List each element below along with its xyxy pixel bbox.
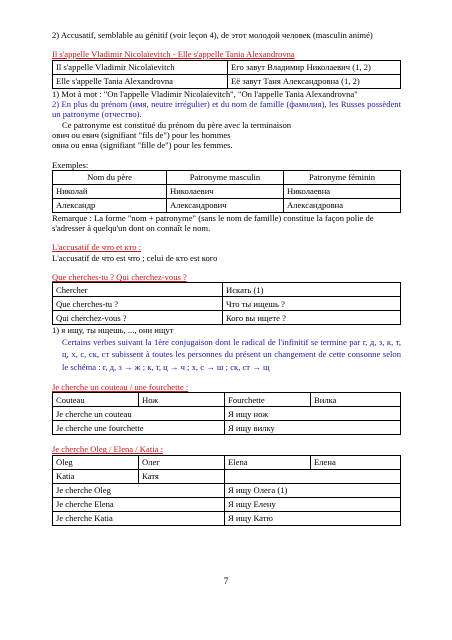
note-3: Ce patronyme est constitué du prénom du père avec la terminaison <box>62 119 292 130</box>
table-cell: Fourchette <box>225 393 311 407</box>
table-row <box>53 455 401 469</box>
table-row <box>53 421 401 435</box>
table-row <box>53 311 401 325</box>
table-cell: Его завут Владимир Николаевич (1, 2) <box>228 60 401 74</box>
table-cell: Je cherche Oleg <box>53 483 225 497</box>
table-cell: Elena <box>225 455 311 469</box>
table-cell: Александр <box>53 198 167 212</box>
table-cell: Я ищу Елену <box>225 497 401 511</box>
section-heading-accusative: L'accusatif de что et кто : <box>52 242 142 253</box>
table-cell: Что ты ищешь ? <box>223 297 401 311</box>
table-row <box>53 469 401 483</box>
table-cell: Я ищу вилку <box>225 421 401 435</box>
column-header: Patronyme masculin <box>167 170 284 184</box>
table-cell: Je cherche une fourchette <box>53 421 225 435</box>
note-5: овна ou евна (signifiant "fille de") pour les femmes. <box>52 140 233 151</box>
note-2: 2) En plus du prénom (имя, neutre irrégulier) et du nom de famille (фамилия), les Russes possèdent un patronyme (отчество). <box>52 98 401 120</box>
table-cell: Я ищу Олега (1) <box>225 483 401 497</box>
table-cell: Нож <box>139 393 225 407</box>
table-cell: Елена <box>311 455 401 469</box>
note-4: ович ou евич (signifiant "fils de") pour les hommes <box>52 129 231 140</box>
table-cell: Её завут Таня Александровна (1, 2) <box>228 74 401 88</box>
table-cell: Олег <box>139 455 225 469</box>
table-cell: Il s'appelle Vladimir Nicolaïevitch <box>53 60 228 74</box>
section-heading-search: Que cherches-tu ? Qui cherchez-vous ? <box>52 272 187 283</box>
table-cell: Николай <box>53 184 167 198</box>
table-cell: Я ищу Катю <box>225 511 401 525</box>
remark: Remarque : La forme "nom + patronyme" (sans le nom de famille) constitue la façon polie de s'adresser à quelqu'un dont on connaît le nom. <box>52 212 374 234</box>
table-cell: Chercher <box>53 283 223 297</box>
table-cell: Кого вы ищете ? <box>223 311 401 325</box>
table-cell: Николаевна <box>284 184 401 198</box>
table-cell: Je cherche Katia <box>53 511 225 525</box>
table-row <box>53 74 401 88</box>
table-cell: Я ищу нож <box>225 407 401 421</box>
intro-line: 2) Accusatif, semblable au génitif (voir leçon 4), de этот молодой человек (masculin animé) <box>52 30 373 40</box>
table-row <box>53 407 401 421</box>
table-row <box>53 483 401 497</box>
table-cell: Вилка <box>311 393 401 407</box>
search-table <box>52 282 401 325</box>
names-search-table <box>52 455 401 526</box>
table-cell: Катя <box>139 469 225 483</box>
conjugation-note: 1) я ищу, ты ищешь, ..., они ищут <box>52 325 174 336</box>
examples-label: Exemples: <box>52 159 89 170</box>
table-cell: Couteau <box>53 393 139 407</box>
table-cell: Oleg <box>53 455 139 469</box>
table-cell: Katia <box>53 469 139 483</box>
table-cell: Que cherches-tu ? <box>53 297 223 311</box>
table-row <box>53 393 401 407</box>
knife-fork-table <box>52 392 401 435</box>
table-row <box>53 198 401 212</box>
names-table <box>52 60 401 89</box>
consonant-change-note: Certains verbes suivant la 1ère conjugaison dont le radical de l'infinitif se termine par г, д, з, к, т, ц, х, с, ск, ст subissent à toutes les personnes du présent un changement de cette consonne selon le schéma : г, д, з → ж ; к, т, ц → ч ; х, с → ш ; ск, ст → щ <box>62 336 401 372</box>
table-header-row <box>53 170 401 184</box>
table-row <box>53 511 401 525</box>
document-page <box>52 30 401 526</box>
table-row <box>53 297 401 311</box>
table-cell: Александровна <box>284 198 401 212</box>
table-cell: Je cherche Elena <box>53 497 225 511</box>
table-cell <box>225 469 401 483</box>
table-cell: Je cherche un couteau <box>53 407 225 421</box>
examples-table <box>52 170 401 213</box>
column-header: Patronyme féminin <box>284 170 401 184</box>
table-row <box>53 60 401 74</box>
table-row <box>53 283 401 297</box>
accusative-line: L'accusatif de что est что ; celui de кто est кого <box>52 252 218 263</box>
table-cell: Александрович <box>167 198 284 212</box>
table-row <box>53 497 401 511</box>
table-cell: Николаевич <box>167 184 284 198</box>
page-number: 7 <box>223 577 229 587</box>
section-heading-names-search: Je cherche Oleg / Elena / Katia : <box>52 444 163 455</box>
table-row <box>53 184 401 198</box>
section-heading-knife-fork: Je cherche un couteau / une fourchette : <box>52 382 189 393</box>
section-heading-names: Il s'appelle Vladimir Nicolaïevitch - Elle s'appelle Tania Alexandrovna <box>52 49 295 60</box>
note-1: 1) Mot à mot : "On l'appelle Vladimir Nicolaïevitch", "On l'appelle Tania Alexandrovna" <box>52 88 358 99</box>
table-cell: Elle s'appelle Tania Alexandrovna <box>53 74 228 88</box>
table-cell: Искать (1) <box>223 283 401 297</box>
column-header: Nom du père <box>53 170 167 184</box>
table-cell: Qui cherchez-vous ? <box>53 311 223 325</box>
